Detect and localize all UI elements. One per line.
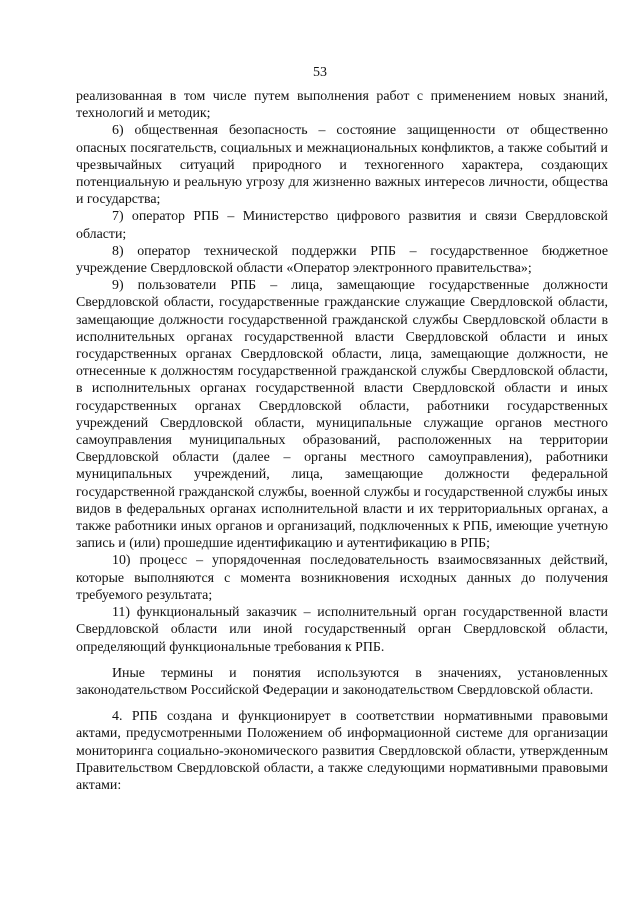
paragraph-continuation: реализованная в том числе путем выполнения работ с применением новых знаний, технологий и методик; <box>76 89 608 122</box>
paragraph-item-10: 10) процесс – упорядоченная последовательность взаимосвязанных действий, которые выполняются с момента возникновения исходных данных до получения требуемого результата; <box>76 553 608 603</box>
page-number: 53 <box>313 65 327 80</box>
document-body <box>76 88 608 794</box>
paragraph-item-7: 7) оператор РПБ – Министерство цифрового развития и связи Свердловской области; <box>76 209 608 242</box>
paragraph-item-9: 9) пользователи РПБ – лица, замещающие государственные должности Свердловской области, государственные гражданские служащие Свердловской области, замещающие должности государственной гражданской службы Свердловской области в исполнительных органах государственной власти Свердловской области и иных государственных органах Свердловской области, лица, замещающие должности, не отнесенные к должностям государственной гражданской службы Свердловской области, в исполнительных органах государственной власти Свердловской области и иных государственных органах Свердловской области, работники государственных учреждений Свердловской области, муниципальные служащие органов местного самоуправления муниципальных образований, расположенных на территории Свердловской области (далее – органы местного самоуправления), работники муниципальных учреждений, лица, замещающие должности федеральной государственной гражданской службы, военной службы и государственной службы иных видов в федеральных органах исполнительной власти и их территориальных органах, а также работники иных органов и организаций, подключенных к РПБ, имеющие учетную запись и (или) прошедшие идентификацию и аутентификацию в РПБ; <box>76 278 608 552</box>
paragraph-item-11: 11) функциональный заказчик – исполнительный орган государственной власти Свердловской области или иной государственный орган Свердловской области, определяющий функциональные требования к РПБ. <box>76 605 608 655</box>
paragraph-item-8: 8) оператор технической поддержки РПБ – государственное бюджетное учреждение Свердловской области «Оператор электронного правительства»; <box>76 243 608 277</box>
paragraph-other-terms: Иные термины и понятия используются в значениях, установленных законодательством Российской Федерации и законодательством Свердловской области. <box>76 665 608 698</box>
paragraph-item-6: 6) общественная безопасность – состояние защищенности от общественно опасных посягательств, социальных и межнациональных конфликтов, а также событий и чрезвычайных ситуаций природного и техногенного характера, создающих потенциальную и реальную угрозу для жизненно важных интересов личности, общества и государства; <box>76 123 608 208</box>
paragraph-section-4: 4. РПБ создана и функционирует в соответствии нормативными правовыми актами, предусмотренными Положением об информационной системе для организации мониторинга социально-экономического развития Свердловской области, утвержденным Правительством Свердловской области, а также следующими нормативными правовыми актами: <box>76 709 608 793</box>
